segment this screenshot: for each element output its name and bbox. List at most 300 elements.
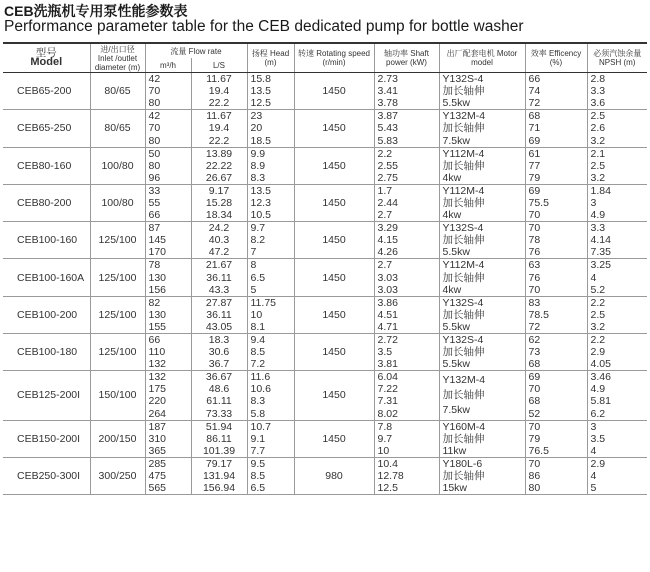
shaft-power-cell: 2.55 bbox=[374, 160, 439, 172]
head-cell: 10 bbox=[247, 309, 294, 321]
npsh-cell: 2.2 bbox=[590, 296, 606, 309]
efficiency-cell: 83 bbox=[525, 296, 587, 309]
flow-m3h-cell: 110 bbox=[145, 346, 191, 358]
shaft-power-cell: 2.44 bbox=[374, 197, 439, 209]
flow-m3h-cell: 70 bbox=[145, 85, 191, 97]
efficiency-cell: 74 bbox=[525, 85, 587, 97]
efficiency-cell: 72 bbox=[525, 97, 587, 110]
title-chinese: CEB洗瓶机专用泵性能参数表 bbox=[4, 3, 188, 19]
efficiency-cell: 79 bbox=[525, 433, 587, 445]
npsh-cell: 4.9 bbox=[590, 383, 606, 396]
model-cell: CEB125-200I bbox=[3, 371, 90, 420]
head-cell: 9.7 bbox=[247, 222, 294, 235]
motor-cell: Y112M-4 bbox=[439, 147, 525, 160]
motor-cell: 7.5kw bbox=[439, 134, 525, 147]
flow-m3h-cell: 80 bbox=[145, 134, 191, 147]
efficiency-cell: 70 bbox=[525, 209, 587, 222]
npsh-cell: 3.6 bbox=[587, 97, 647, 110]
head-cell: 7.2 bbox=[247, 358, 294, 371]
flow-m3h-cell: 264 bbox=[145, 408, 191, 421]
shaft-power-cell: 3.41 bbox=[374, 85, 439, 97]
flow-ls-cell: 40.3 bbox=[191, 234, 247, 246]
motor-cell: 加长轴伸 bbox=[439, 197, 525, 209]
flow-m3h-cell: 33 bbox=[145, 184, 191, 197]
shaft-power-cell: 4.26 bbox=[374, 246, 439, 259]
shaft-power-cell: 6.04 bbox=[374, 371, 439, 384]
flow-ls-cell: 36.11 bbox=[191, 309, 247, 321]
model-cell: CEB100-180 bbox=[3, 333, 90, 370]
motor-cell: Y132S-4 bbox=[439, 296, 525, 309]
flow-ls-cell: 15.28 bbox=[191, 197, 247, 209]
model-cell: CEB80-200 bbox=[3, 184, 90, 221]
flow-ls-cell: 36.11 bbox=[191, 272, 247, 284]
flow-m3h-cell: 42 bbox=[145, 73, 191, 86]
shaft-power-cell: 2.72 bbox=[374, 333, 439, 346]
speed-cell: 980 bbox=[294, 457, 374, 494]
diameter-cell: 125/100 bbox=[90, 296, 145, 333]
motor-cell: 4kw bbox=[439, 209, 525, 222]
head-cell: 9.9 bbox=[247, 147, 294, 160]
model-cell: CEB80-160 bbox=[3, 147, 90, 184]
flow-ls-cell: 18.3 bbox=[191, 333, 247, 346]
efficiency-cell: 78 bbox=[525, 234, 587, 246]
flow-ls-cell: 43.05 bbox=[191, 321, 247, 334]
npsh-cell: 3.2 bbox=[587, 321, 647, 334]
motor-cell: 加长轴伸 bbox=[439, 470, 525, 482]
head-cell: 10.6 bbox=[247, 383, 294, 395]
head-cell: 5 bbox=[247, 284, 294, 297]
flow-m3h-cell: 66 bbox=[145, 209, 191, 222]
title-english: Performance parameter table for the CEB dedicated pump for bottle washer bbox=[4, 18, 524, 35]
efficiency-cell: 76 bbox=[525, 246, 587, 259]
motor-cell: 加长轴伸 bbox=[439, 85, 525, 97]
efficiency-cell: 52 bbox=[525, 408, 587, 421]
model-cell: CEB100-200 bbox=[3, 296, 90, 333]
efficiency-cell: 72 bbox=[525, 321, 587, 334]
motor-cell: 15kw bbox=[439, 482, 525, 495]
speed-cell: 1450 bbox=[294, 259, 374, 296]
flow-ls-cell: 61.11 bbox=[191, 395, 247, 407]
diameter-cell: 100/80 bbox=[90, 147, 145, 184]
flow-m3h-cell: 365 bbox=[145, 445, 191, 458]
motor-cell: 加长轴伸 bbox=[439, 160, 525, 172]
motor-line: Y132M-4 bbox=[442, 373, 486, 386]
motor-cell: 5.5kw bbox=[439, 358, 525, 371]
head-cell: 5.8 bbox=[247, 408, 294, 421]
flow-ls-cell: 27.87 bbox=[191, 296, 247, 309]
motor-cell bbox=[439, 371, 525, 420]
npsh-cell: 3.5 bbox=[590, 432, 606, 445]
flow-ls-cell: 18.34 bbox=[191, 209, 247, 222]
head-cell: 8.3 bbox=[247, 172, 294, 185]
head-cell: 8.9 bbox=[247, 160, 294, 172]
model-cell: CEB100-160 bbox=[3, 222, 90, 259]
flow-m3h-cell: 220 bbox=[145, 395, 191, 407]
head-cell: 9.5 bbox=[247, 457, 294, 470]
npsh-cell: 3 bbox=[590, 420, 597, 433]
shaft-power-cell: 1.7 bbox=[374, 184, 439, 197]
flow-m3h-cell: 80 bbox=[145, 160, 191, 172]
diameter-cell: 300/250 bbox=[90, 457, 145, 494]
efficiency-cell: 70 bbox=[525, 420, 587, 433]
motor-cell: 11kw bbox=[439, 445, 525, 458]
npsh-cell: 4.05 bbox=[587, 358, 647, 371]
efficiency-cell: 73 bbox=[525, 346, 587, 358]
motor-cell: Y112M-4 bbox=[439, 259, 525, 272]
head-cell: 8.1 bbox=[247, 321, 294, 334]
head-cell: 11.75 bbox=[247, 296, 294, 309]
motor-cell: 加长轴伸 bbox=[439, 309, 525, 321]
shaft-power-cell: 3.78 bbox=[374, 97, 439, 110]
flow-m3h-cell: 130 bbox=[145, 272, 191, 284]
head-cell: 23 bbox=[247, 110, 294, 123]
npsh-cell: 3 bbox=[590, 196, 597, 209]
header-flow: 流量 Flow rate bbox=[145, 43, 247, 58]
speed-cell: 1450 bbox=[294, 420, 374, 457]
shaft-power-cell: 7.22 bbox=[374, 383, 439, 395]
efficiency-cell: 62 bbox=[525, 333, 587, 346]
table-row bbox=[3, 371, 647, 384]
flow-ls-cell: 79.17 bbox=[191, 457, 247, 470]
diameter-cell: 100/80 bbox=[90, 184, 145, 221]
head-cell: 6.5 bbox=[247, 482, 294, 495]
flow-ls-cell: 51.94 bbox=[191, 420, 247, 433]
head-cell: 9.1 bbox=[247, 433, 294, 445]
flow-ls-cell: 22.2 bbox=[191, 97, 247, 110]
efficiency-cell: 61 bbox=[525, 147, 587, 160]
model-cell: CEB250-300I bbox=[3, 457, 90, 494]
head-cell: 13.5 bbox=[247, 184, 294, 197]
flow-m3h-cell: 285 bbox=[145, 457, 191, 470]
motor-cell: Y132S-4 bbox=[439, 73, 525, 86]
diameter-cell: 80/65 bbox=[90, 73, 145, 110]
motor-cell: Y112M-4 bbox=[439, 184, 525, 197]
flow-m3h-cell: 80 bbox=[145, 97, 191, 110]
diameter-cell: 150/100 bbox=[90, 371, 145, 420]
flow-ls-cell: 47.2 bbox=[191, 246, 247, 259]
head-cell: 8 bbox=[247, 259, 294, 272]
shaft-power-cell: 3.29 bbox=[374, 222, 439, 235]
efficiency-cell: 86 bbox=[525, 470, 587, 482]
table-row bbox=[3, 420, 647, 433]
efficiency-cell: 70 bbox=[525, 284, 587, 297]
flow-ls-cell: 9.17 bbox=[191, 184, 247, 197]
motor-line: 加长轴伸 bbox=[442, 388, 485, 401]
efficiency-cell: 76.5 bbox=[525, 445, 587, 458]
shaft-power-cell: 2.2 bbox=[374, 147, 439, 160]
npsh-cell: 2.5 bbox=[590, 308, 606, 321]
npsh-cell: 2.2 bbox=[590, 334, 606, 347]
motor-cell: Y132M-4 bbox=[439, 110, 525, 123]
motor-cell: Y132S-4 bbox=[439, 333, 525, 346]
header-model-en: Model bbox=[30, 56, 63, 68]
flow-m3h-cell: 66 bbox=[145, 333, 191, 346]
npsh-cell: 5.2 bbox=[587, 284, 647, 297]
head-cell: 11.6 bbox=[247, 371, 294, 384]
model-cell: CEB65-250 bbox=[3, 110, 90, 147]
efficiency-cell: 71 bbox=[525, 122, 587, 134]
shaft-power-cell: 10.4 bbox=[374, 457, 439, 470]
flow-ls-cell: 24.2 bbox=[191, 222, 247, 235]
header-head: 扬程 Head (m) bbox=[247, 43, 294, 73]
motor-cell: 5.5kw bbox=[439, 246, 525, 259]
flow-m3h-cell: 145 bbox=[145, 234, 191, 246]
header-npsh: 必须汽蚀余量 NPSH (m) bbox=[587, 43, 647, 73]
flow-m3h-cell: 82 bbox=[145, 296, 191, 309]
flow-ls-cell: 30.6 bbox=[191, 346, 247, 358]
flow-ls-cell: 13.89 bbox=[191, 147, 247, 160]
npsh-cell: 3.46 bbox=[590, 371, 611, 384]
npsh-cell: 2.5 bbox=[590, 110, 606, 123]
motor-cell: 4kw bbox=[439, 284, 525, 297]
speed-cell: 1450 bbox=[294, 110, 374, 147]
speed-cell: 1450 bbox=[294, 222, 374, 259]
flow-ls-cell: 19.4 bbox=[191, 122, 247, 134]
table-row bbox=[3, 222, 647, 235]
diameter-cell: 80/65 bbox=[90, 110, 145, 147]
diameter-cell: 125/100 bbox=[90, 333, 145, 370]
npsh-cell: 4.9 bbox=[587, 209, 647, 222]
table-row bbox=[3, 259, 647, 272]
efficiency-cell: 68 bbox=[525, 395, 587, 407]
shaft-power-cell: 9.7 bbox=[374, 433, 439, 445]
flow-m3h-cell: 130 bbox=[145, 309, 191, 321]
head-cell: 10.5 bbox=[247, 209, 294, 222]
shaft-power-cell: 2.75 bbox=[374, 172, 439, 185]
efficiency-cell: 68 bbox=[525, 358, 587, 371]
flow-m3h-cell: 156 bbox=[145, 284, 191, 297]
head-cell: 7.7 bbox=[247, 445, 294, 458]
speed-cell: 1450 bbox=[294, 184, 374, 221]
head-cell: 12.5 bbox=[247, 97, 294, 110]
npsh-cell: 2.9 bbox=[590, 346, 606, 359]
shaft-power-cell: 10 bbox=[374, 445, 439, 458]
npsh-cell: 2.9 bbox=[590, 457, 606, 470]
shaft-power-cell: 3.81 bbox=[374, 358, 439, 371]
shaft-power-cell: 2.73 bbox=[374, 73, 439, 86]
flow-m3h-cell: 310 bbox=[145, 433, 191, 445]
speed-cell: 1450 bbox=[294, 371, 374, 420]
table-row bbox=[3, 184, 647, 197]
flow-ls-cell: 131.94 bbox=[191, 470, 247, 482]
head-cell: 6.5 bbox=[247, 272, 294, 284]
shaft-power-cell: 4.71 bbox=[374, 321, 439, 334]
flow-m3h-cell: 42 bbox=[145, 110, 191, 123]
performance-table bbox=[3, 42, 647, 495]
shaft-power-cell: 3.03 bbox=[374, 272, 439, 284]
header-diameter: 进/出口径 Inlet /outlet diameter (m) bbox=[90, 43, 145, 73]
motor-cell: 加长轴伸 bbox=[439, 433, 525, 445]
npsh-cell: 1.84 bbox=[590, 184, 611, 197]
diameter-cell: 200/150 bbox=[90, 420, 145, 457]
shaft-power-cell: 3.03 bbox=[374, 284, 439, 297]
npsh-cell: 4.14 bbox=[590, 234, 611, 247]
motor-cell: Y160M-4 bbox=[439, 420, 525, 433]
model-cell: CEB150-200I bbox=[3, 420, 90, 457]
npsh-cell: 2.6 bbox=[590, 122, 606, 135]
npsh-cell: 3.3 bbox=[590, 222, 606, 235]
shaft-power-cell: 3.86 bbox=[374, 296, 439, 309]
npsh-cell: 2.1 bbox=[590, 147, 606, 160]
motor-cell: 加长轴伸 bbox=[439, 122, 525, 134]
head-cell: 8.2 bbox=[247, 234, 294, 246]
flow-ls-cell: 22.2 bbox=[191, 134, 247, 147]
head-cell: 12.3 bbox=[247, 197, 294, 209]
speed-cell: 1450 bbox=[294, 296, 374, 333]
npsh-cell: 3.25 bbox=[590, 259, 611, 272]
head-cell: 7 bbox=[247, 246, 294, 259]
efficiency-cell: 68 bbox=[525, 110, 587, 123]
model-cell: CEB100-160A bbox=[3, 259, 90, 296]
efficiency-cell: 78.5 bbox=[525, 309, 587, 321]
flow-ls-cell: 19.4 bbox=[191, 85, 247, 97]
npsh-cell: 4 bbox=[590, 271, 597, 284]
head-cell: 10.7 bbox=[247, 420, 294, 433]
shaft-power-cell: 5.43 bbox=[374, 122, 439, 134]
efficiency-cell: 70 bbox=[525, 457, 587, 470]
table-row bbox=[3, 73, 647, 86]
head-cell: 18.5 bbox=[247, 134, 294, 147]
table-body bbox=[3, 73, 647, 495]
shaft-power-cell: 4.51 bbox=[374, 309, 439, 321]
shaft-power-cell: 7.31 bbox=[374, 395, 439, 407]
npsh-cell: 3.2 bbox=[587, 172, 647, 185]
motor-cell: Y132S-4 bbox=[439, 222, 525, 235]
table-row bbox=[3, 147, 647, 160]
efficiency-cell: 80 bbox=[525, 482, 587, 495]
shaft-power-cell: 7.8 bbox=[374, 420, 439, 433]
diameter-cell: 125/100 bbox=[90, 259, 145, 296]
shaft-power-cell: 12.5 bbox=[374, 482, 439, 495]
speed-cell: 1450 bbox=[294, 333, 374, 370]
shaft-power-cell: 2.7 bbox=[374, 209, 439, 222]
npsh-cell: 7.35 bbox=[587, 246, 647, 259]
npsh-cell: 6.2 bbox=[587, 408, 647, 421]
shaft-power-cell: 12.78 bbox=[374, 470, 439, 482]
header-shaft-power: 轴功率 Shaft power (kW) bbox=[374, 43, 439, 73]
flow-ls-cell: 101.39 bbox=[191, 445, 247, 458]
flow-m3h-cell: 475 bbox=[145, 470, 191, 482]
table-row bbox=[3, 110, 647, 123]
flow-ls-cell: 22.22 bbox=[191, 160, 247, 172]
head-cell: 15.8 bbox=[247, 73, 294, 86]
motor-cell: 加长轴伸 bbox=[439, 346, 525, 358]
speed-cell: 1450 bbox=[294, 147, 374, 184]
shaft-power-cell: 8.02 bbox=[374, 408, 439, 421]
flow-m3h-cell: 132 bbox=[145, 371, 191, 384]
header-speed: 转速 Rotating speed (r/min) bbox=[294, 43, 374, 73]
head-cell: 8.3 bbox=[247, 395, 294, 407]
shaft-power-cell: 2.7 bbox=[374, 259, 439, 272]
shaft-power-cell: 3.87 bbox=[374, 110, 439, 123]
flow-ls-cell: 26.67 bbox=[191, 172, 247, 185]
motor-cell: 4kw bbox=[439, 172, 525, 185]
flow-m3h-cell: 175 bbox=[145, 383, 191, 395]
flow-m3h-cell: 565 bbox=[145, 482, 191, 495]
shaft-power-cell: 4.15 bbox=[374, 234, 439, 246]
motor-cell: 5.5kw bbox=[439, 97, 525, 110]
diameter-cell: 125/100 bbox=[90, 222, 145, 259]
header-model-zh: 型号 bbox=[35, 47, 57, 59]
npsh-cell: 5.81 bbox=[590, 395, 611, 408]
flow-ls-cell: 11.67 bbox=[191, 73, 247, 86]
head-cell: 20 bbox=[247, 122, 294, 134]
table-row bbox=[3, 333, 647, 346]
model-cell: CEB65-200 bbox=[3, 73, 90, 110]
flow-m3h-cell: 96 bbox=[145, 172, 191, 185]
motor-line: 7.5kw bbox=[442, 403, 470, 416]
npsh-cell: 3.3 bbox=[590, 85, 606, 98]
header-flow-m3h: m³/h bbox=[145, 58, 191, 73]
flow-m3h-cell: 50 bbox=[145, 147, 191, 160]
header-model bbox=[3, 43, 90, 73]
npsh-cell: 3.2 bbox=[587, 134, 647, 147]
flow-ls-cell: 36.67 bbox=[191, 371, 247, 384]
header-motor: 出厂配套电机 Motor model bbox=[439, 43, 525, 73]
efficiency-cell: 66 bbox=[525, 73, 587, 86]
flow-m3h-cell: 87 bbox=[145, 222, 191, 235]
motor-cell: Y180L-6 bbox=[439, 457, 525, 470]
header-efficiency: 效率 Efficency (%) bbox=[525, 43, 587, 73]
flow-ls-cell: 48.6 bbox=[191, 383, 247, 395]
flow-ls-cell: 11.67 bbox=[191, 110, 247, 123]
efficiency-cell: 69 bbox=[525, 371, 587, 384]
efficiency-cell: 70 bbox=[525, 383, 587, 395]
flow-m3h-cell: 187 bbox=[145, 420, 191, 433]
flow-ls-cell: 43.3 bbox=[191, 284, 247, 297]
flow-m3h-cell: 78 bbox=[145, 259, 191, 272]
npsh-cell: 4 bbox=[590, 470, 597, 483]
flow-m3h-cell: 55 bbox=[145, 197, 191, 209]
efficiency-cell: 70 bbox=[525, 222, 587, 235]
speed-cell: 1450 bbox=[294, 73, 374, 110]
head-cell: 9.4 bbox=[247, 333, 294, 346]
flow-ls-cell: 73.33 bbox=[191, 408, 247, 421]
table-row bbox=[3, 457, 647, 470]
flow-ls-cell: 36.7 bbox=[191, 358, 247, 371]
npsh-cell: 2.5 bbox=[590, 159, 606, 172]
efficiency-cell: 77 bbox=[525, 160, 587, 172]
head-cell: 8.5 bbox=[247, 470, 294, 482]
flow-m3h-cell: 70 bbox=[145, 122, 191, 134]
efficiency-cell: 79 bbox=[525, 172, 587, 185]
table-header bbox=[3, 43, 647, 73]
efficiency-cell: 75.5 bbox=[525, 197, 587, 209]
npsh-cell: 5 bbox=[587, 482, 647, 495]
flow-ls-cell: 21.67 bbox=[191, 259, 247, 272]
efficiency-cell: 63 bbox=[525, 259, 587, 272]
flow-ls-cell: 86.11 bbox=[191, 433, 247, 445]
flow-m3h-cell: 170 bbox=[145, 246, 191, 259]
flow-m3h-cell: 132 bbox=[145, 358, 191, 371]
shaft-power-cell: 5.83 bbox=[374, 134, 439, 147]
flow-ls-cell: 156.94 bbox=[191, 482, 247, 495]
head-cell: 13.5 bbox=[247, 85, 294, 97]
npsh-cell: 2.8 bbox=[590, 73, 606, 86]
efficiency-cell: 76 bbox=[525, 272, 587, 284]
shaft-power-cell: 3.5 bbox=[374, 346, 439, 358]
npsh-cell: 4 bbox=[587, 445, 647, 458]
flow-m3h-cell: 155 bbox=[145, 321, 191, 334]
motor-cell: 5.5kw bbox=[439, 321, 525, 334]
header-flow-ls: L/S bbox=[191, 58, 247, 73]
head-cell: 8.5 bbox=[247, 346, 294, 358]
efficiency-cell: 69 bbox=[525, 184, 587, 197]
table-row bbox=[3, 296, 647, 309]
motor-cell: 加长轴伸 bbox=[439, 234, 525, 246]
efficiency-cell: 69 bbox=[525, 134, 587, 147]
motor-cell: 加长轴伸 bbox=[439, 272, 525, 284]
